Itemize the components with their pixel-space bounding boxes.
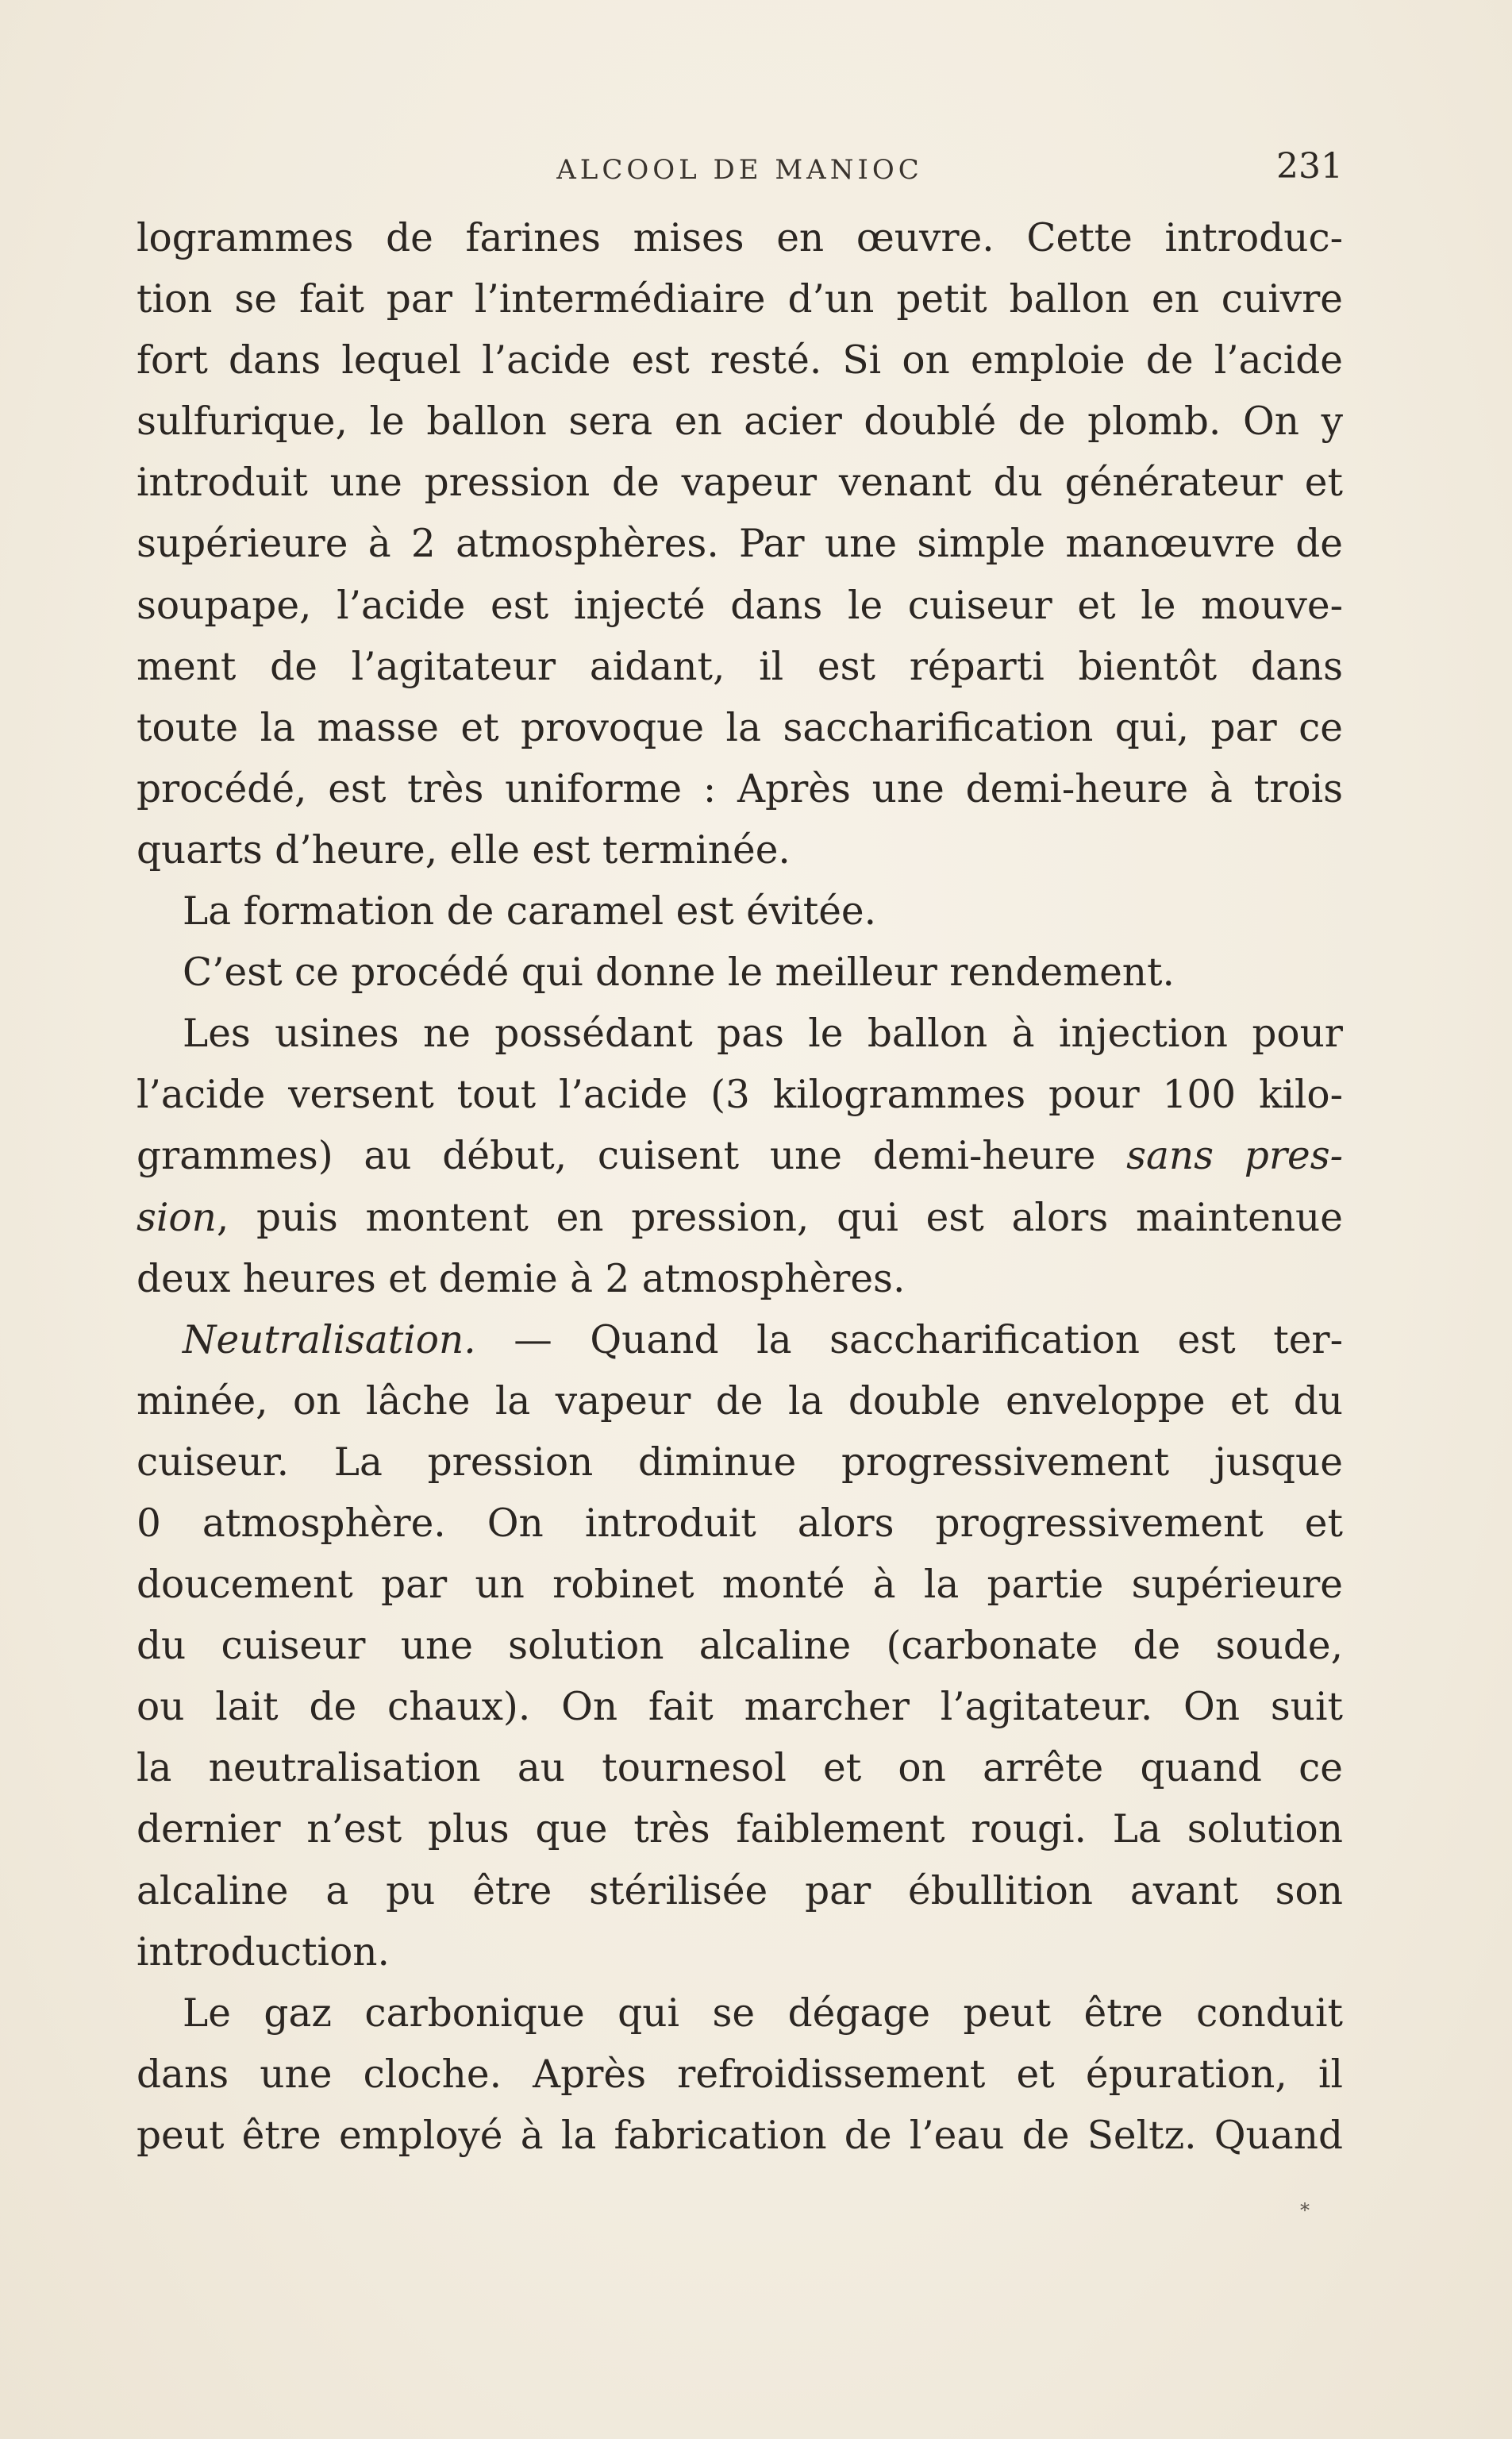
page-header	[137, 140, 1343, 187]
text-line: supérieure à 2 atmosphères. Par une simple manœuvre de	[137, 522, 1343, 567]
text-line: introduit une pression de vapeur venant du générateur et	[137, 460, 1343, 506]
text-line: toute la masse et provoque la saccharification qui, par ce	[137, 705, 1343, 750]
text-segment: grammes) au début, cuisent une demi-heure	[137, 1134, 1127, 1179]
body-text	[137, 208, 1343, 2167]
text-line: ment de l’agitateur aidant, il est réparti bientôt dans	[137, 644, 1343, 689]
text-line: soupape, l’acide est injecté dans le cuiseur et le mouve-	[137, 583, 1343, 628]
text-line: procédé, est très uniforme : Après une demi-heure à trois	[137, 766, 1343, 811]
running-title: ALCOOL DE MANIOC	[556, 154, 923, 186]
text-line: alcaline a pu être stérilisée par ébullition avant son	[137, 1868, 1343, 1913]
text-line: du cuiseur une solution alcaline (carbonate de soude,	[137, 1624, 1343, 1669]
italic-segment: sans pres-	[1126, 1134, 1343, 1179]
text-line: introduction.	[137, 1929, 390, 1975]
text-segment: , puis montent en pression, qui est alors maintenue	[216, 1195, 1343, 1240]
text-line: peut être employé à la fabrication de l’eau de Seltz. Quand	[137, 2113, 1343, 2158]
text-segment: — Quand la saccharification est ter-	[475, 1317, 1343, 1362]
text-line: C’est ce procédé qui donne le meilleur rendement.	[183, 950, 1175, 996]
text-line: Les usines ne possédant pas le ballon à injection pour	[183, 1011, 1343, 1057]
italic-segment: sion	[137, 1195, 217, 1240]
text-line: minée, on lâche la vapeur de la double enveloppe et du	[137, 1378, 1343, 1424]
text-line: logrammes de farines mises en œuvre. Cette introduc-	[137, 216, 1343, 260]
text-line: dernier n’est plus que très faiblement rougi. La solution	[137, 1807, 1343, 1852]
text-line: La formation de caramel est évitée.	[183, 889, 877, 934]
text-line: la neutralisation au tournesol et on arrête quand ce	[137, 1746, 1343, 1791]
text-line: ou lait de chaux). On fait marcher l’agitateur. On suit	[137, 1685, 1343, 1730]
text-line: cuiseur. La pression diminue progressivement jusque	[137, 1439, 1343, 1485]
text-line: 0 atmosphère. On introduit alors progressivement et	[137, 1501, 1343, 1546]
text-line: sulfurique, le ballon sera en acier doublé de plomb. On y	[137, 399, 1343, 445]
section-heading-italic: Neutralisation.	[183, 1317, 476, 1362]
text-line: dans une cloche. Après refroidissement et épuration, il	[137, 2052, 1343, 2097]
text-line: tion se fait par l’intermédiaire d’un petit ballon en cuivre	[137, 277, 1343, 322]
text-line: l’acide versent tout l’acide (3 kilogrammes pour 100 kilo-	[137, 1073, 1343, 1118]
page-number: 231	[1276, 146, 1343, 187]
text-line: quarts d’heure, elle est terminée.	[137, 827, 791, 873]
text-line: fort dans lequel l’acide est resté. Si on emploie de l’acide	[137, 338, 1343, 383]
text-line: Le gaz carbonique qui se dégage peut être conduit	[183, 1990, 1343, 2036]
signature-mark: *	[1300, 2199, 1310, 2221]
text-line: doucement par un robinet monté à la partie supérieure	[137, 1562, 1343, 1608]
text-line	[137, 1188, 1343, 1249]
text-line	[137, 1310, 1343, 1371]
text-line	[137, 1126, 1343, 1187]
text-line: deux heures et demie à 2 atmosphères.	[137, 1256, 906, 1301]
